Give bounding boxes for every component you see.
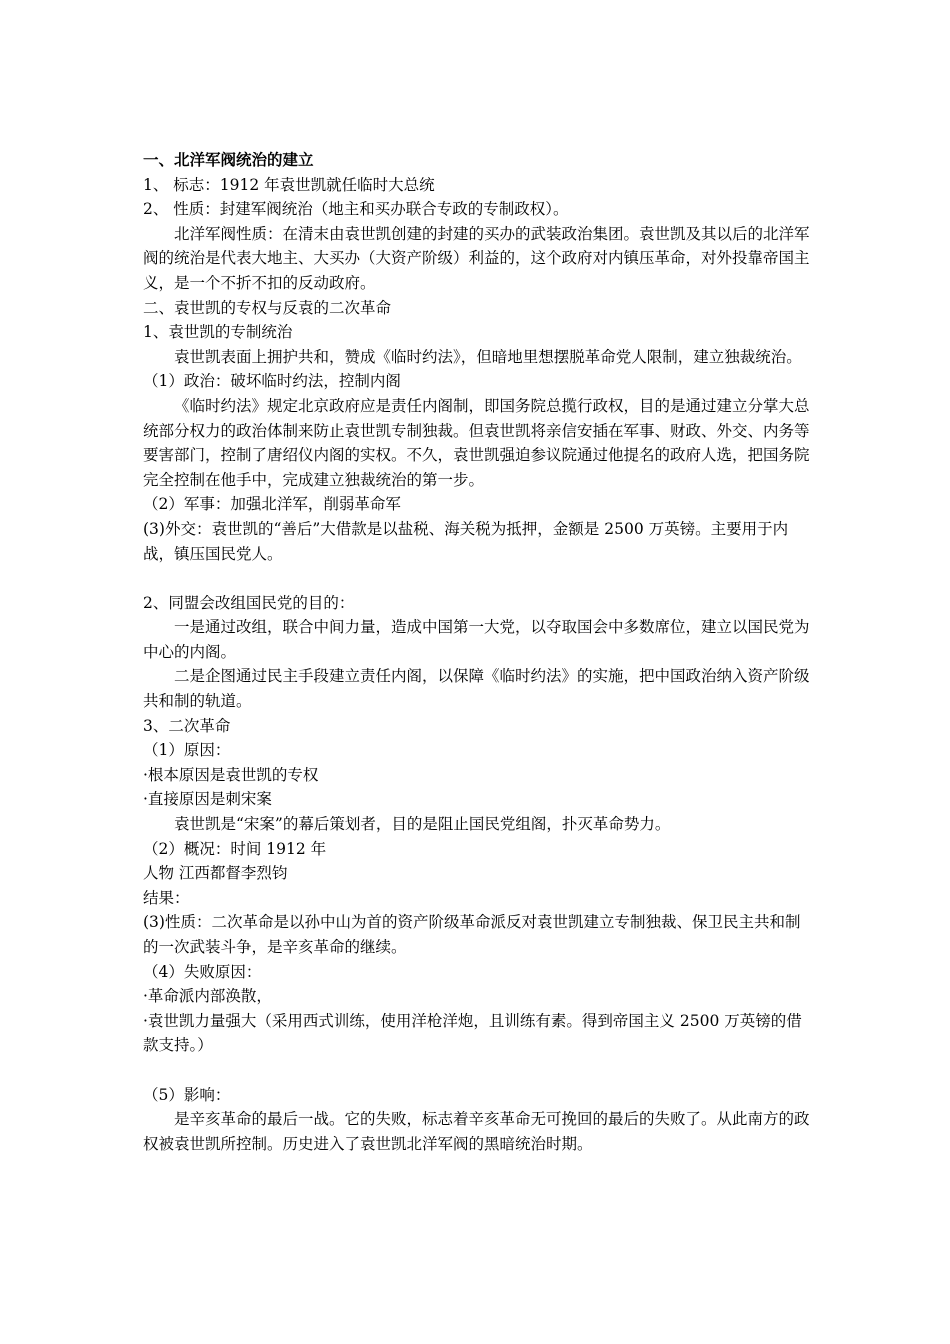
bullet-item: ·根本原因是袁世凯的专权 — [143, 765, 319, 784]
paragraph: 1、 标志：1912 年袁世凯就任临时大总统 — [143, 175, 435, 194]
bullet-item: ·袁世凯力量强大（采用西式训练，使用洋枪洋炮，且训练有素。得到帝国主义 2500 万英镑的借款支持。） — [143, 1011, 802, 1055]
blank-line — [143, 566, 811, 591]
section-heading-1: 一、北洋军阀统治的建立 — [143, 150, 314, 169]
paragraph: 北洋军阀性质：在清末由袁世凯创建的封建的买办的武装政治集团。袁世凯及其以后的北洋军阀的统治是代表大地主、大买办（大资产阶级）利益的，这个政府对内镇压革命，对外投靠帝国主义，是一个不折不扣的反动政府。 — [143, 224, 810, 292]
paragraph: 袁世凯是“宋案”的幕后策划者，目的是阻止国民党组阁，扑灭革命势力。 — [174, 815, 671, 834]
paragraph: (3)外交：袁世凯的“善后”大借款是以盐税、海关税为抵押，金额是 2500 万英镑。主要用于内战，镇压国民党人。 — [143, 519, 789, 563]
paragraph: 是辛亥革命的最后一战。它的失败，标志着辛亥革命无可挽回的最后的失败了。从此南方的政权被袁世凯所控制。历史进入了袁世凯北洋军阀的黑暗统治时期。 — [143, 1110, 810, 1153]
subheading: （2）军事：加强北洋军，削弱革命军 — [143, 495, 401, 514]
subheading: （1）原因： — [143, 741, 231, 760]
subheading: 1、袁世凯的专制统治 — [143, 323, 293, 342]
paragraph: 2、 性质：封建军阀统治（地主和买办联合专政的专制政权）。 — [143, 200, 569, 219]
paragraph: 一是通过改组，联合中间力量，造成中国第一大党，以夺取国会中多数席位，建立以国民党为中心的内阁。 — [143, 618, 810, 661]
bullet-item: ·直接原因是刺宋案 — [143, 790, 272, 809]
paragraph: 《临时约法》规定北京政府应是责任内阁制，即国务院总揽行政权，目的是通过建立分掌大总统部分权力的政治体制来防止袁世凯专制独裁。但袁世凯将亲信安插在军事、财政、外交、内务等要害部门，控制了唐绍仪内阁的实权。不久，袁世凯强迫参议院通过他提名的政府人选，把国务院完全控制在他手中，完成建立独裁统治的第一步。 — [143, 396, 810, 489]
bullet-item: ·革命派内部涣散， — [143, 987, 272, 1006]
paragraph: 结果： — [143, 888, 190, 907]
subheading: （1）政治：破坏临时约法，控制内阁 — [143, 372, 401, 391]
paragraph: (3)性质：二次革命是以孙中山为首的资产阶级革命派反对袁世凯建立专制独裁、保卫民主共和制的一次武装斗争，是辛亥革命的继续。 — [143, 913, 801, 956]
subheading: （2）概况：时间 1912 年 — [143, 839, 327, 858]
paragraph: 人物 江西都督李烈钧 — [143, 864, 288, 883]
subheading: （4）失败原因： — [143, 962, 262, 981]
blank-line — [143, 1058, 811, 1083]
subheading: （5）影响： — [143, 1085, 231, 1104]
section-heading-2: 二、袁世凯的专权与反袁的二次革命 — [143, 298, 392, 317]
subheading: 2、同盟会改组国民党的目的： — [143, 593, 355, 612]
document-body — [143, 148, 811, 1156]
subheading: 3、二次革命 — [143, 716, 231, 735]
paragraph: 二是企图通过民主手段建立责任内阁，以保障《临时约法》的实施，把中国政治纳入资产阶级共和制的轨道。 — [143, 667, 810, 711]
paragraph: 袁世凯表面上拥护共和，赞成《临时约法》，但暗地里想摆脱革命党人限制，建立独裁统治。 — [174, 347, 802, 366]
